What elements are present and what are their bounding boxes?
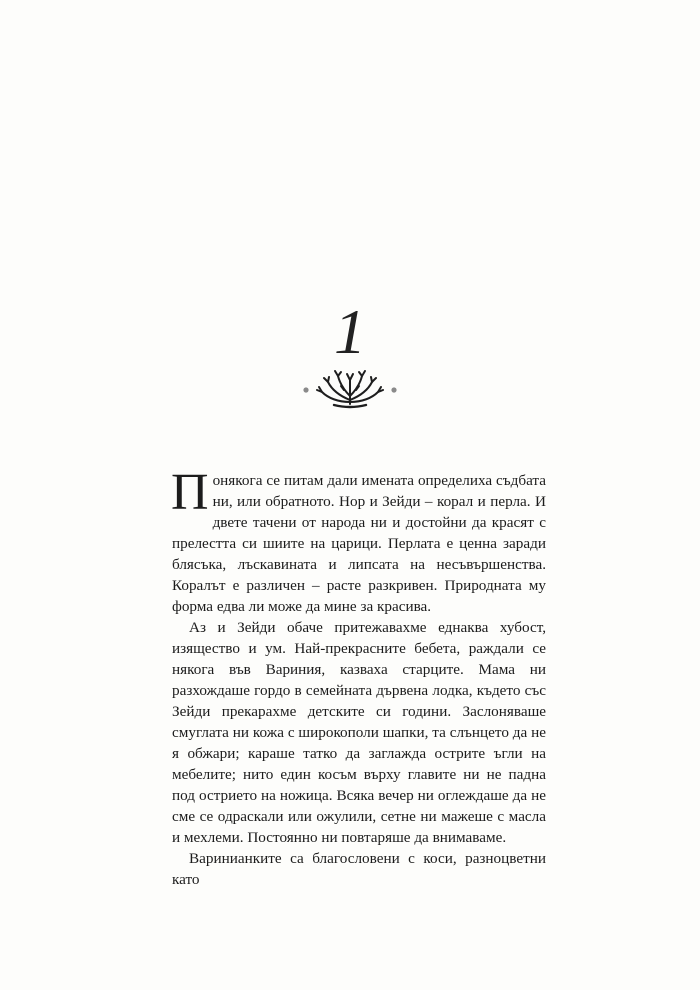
ornament-dot-left <box>303 387 308 392</box>
ornament-dot-right <box>391 387 396 392</box>
coral-branches <box>317 371 383 404</box>
drop-cap: П <box>171 464 209 521</box>
paragraph: Аз и Зейди обаче притежавахме еднаква хубост, изящество и ум. Най-прекрасните бебета, раждали се някога във Вариния, казваха старците. Мама ни разхождаше гордо в семейната дървена лодка, където със Зейди прекарахме детските си години. Заслоняваше смуглата ни кожа с широкополи шапки, та слънцето да не я обжари; караше татко да заглажда острите ъгли на мебелите; нито един косъм върху главите ни не падна под острието на ножица. Всяка вечер ни оглеждаше да не сме се одраскали или ожулили, сетне ни мажеше с масла и мехлеми. Постоянно ни повтаряше да внимаваме. <box>172 619 546 846</box>
chapter-body-text <box>171 464 546 890</box>
coral-ornament-icon <box>300 366 400 410</box>
paragraph-text: онякога се питам дали имената определиха съдбата ни, или обратното. Нор и Зейди – корал и перла. И двете тачени от народа ни и достойни да красят с прелестта си шиите на царици. Перлата е ценна заради блясъка, лъскавината и липсата на несъвършенства. Коралът е различен – расте разкривен. Природната му форма едва ли може да мине за красива. <box>172 472 546 615</box>
chapter-number: 1 <box>334 296 366 367</box>
coral-base <box>334 405 366 407</box>
paragraph: Варинианките са благословени с коси, разноцветни като <box>172 850 546 888</box>
paragraph <box>171 464 546 617</box>
